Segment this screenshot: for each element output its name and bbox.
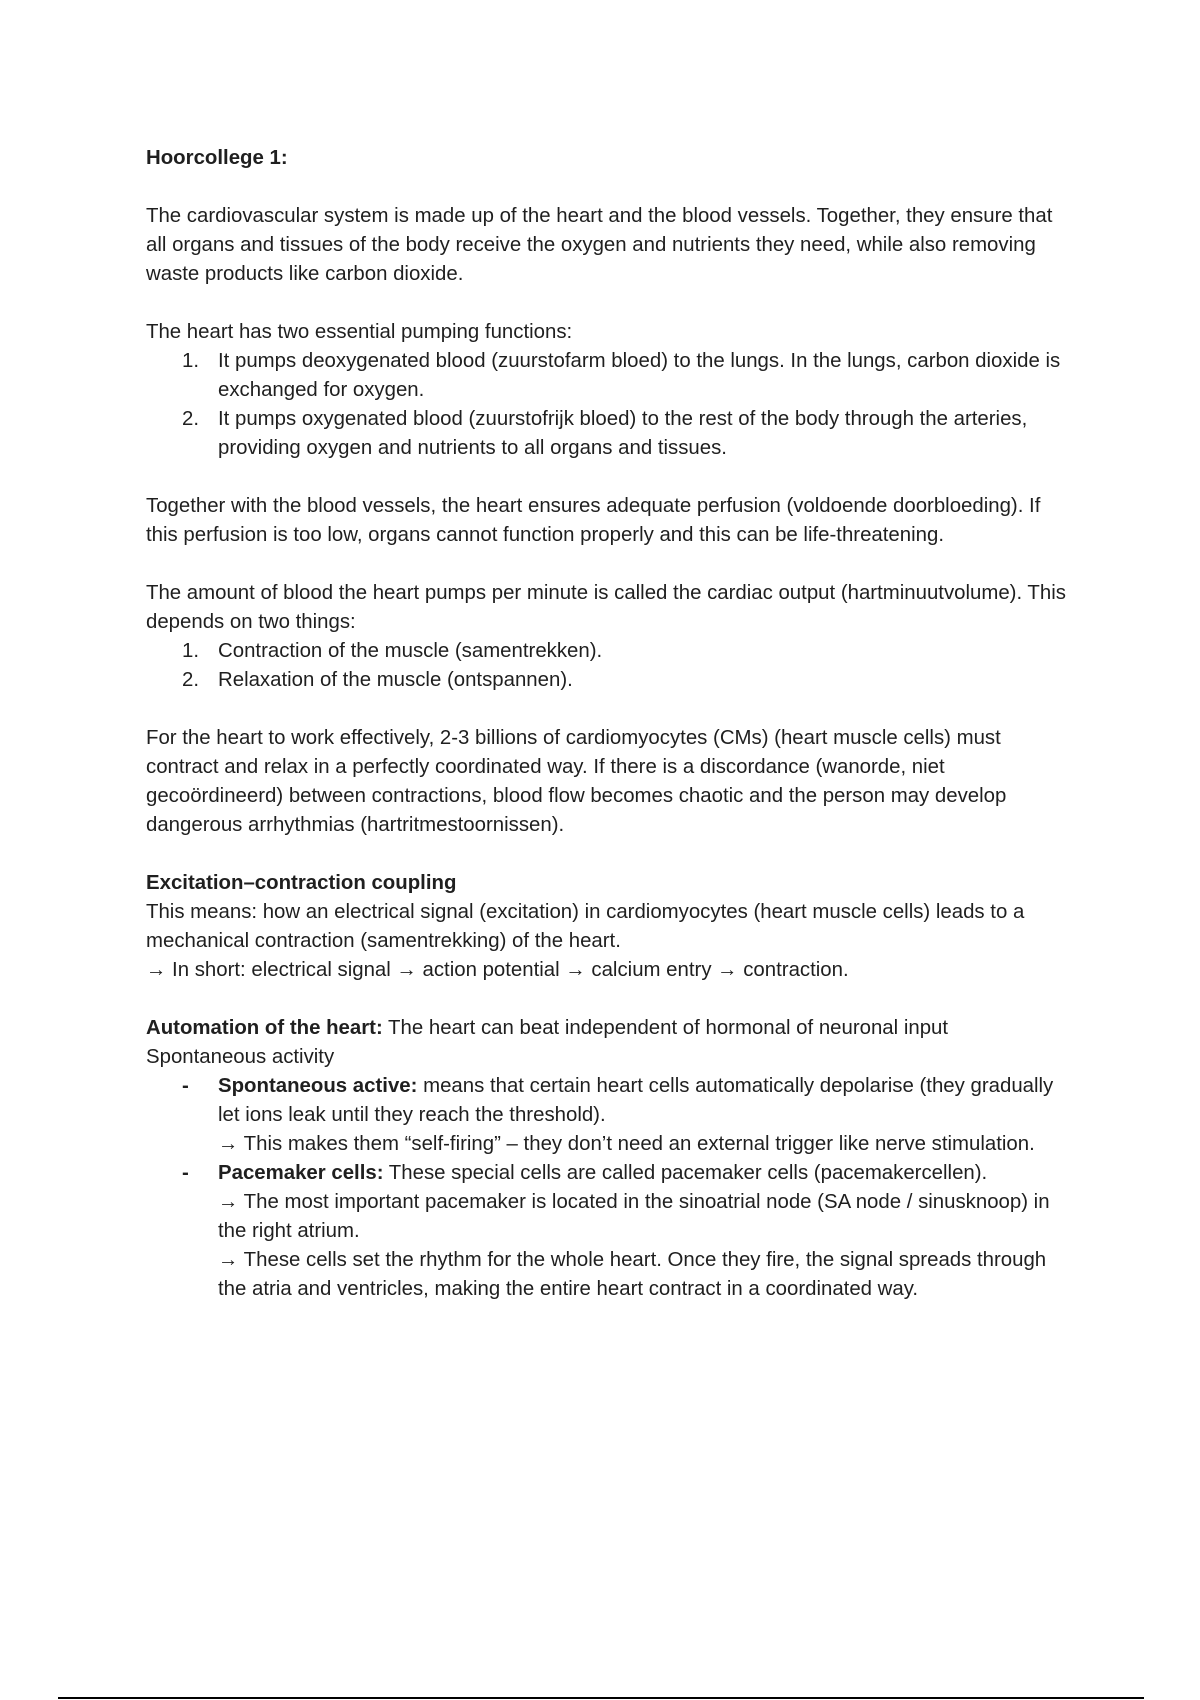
automation-heading-rest: The heart can beat independent of hormonal of neuronal input [382,1017,949,1039]
coordination-text: For the heart to work effectively, 2-3 billions of cardiomyocytes (CMs) (heart muscle cells) must contract and relax in a perfectly coordinated way. If there is a discordance (wanorde, niet gecoördineerd) between contractions, blood flow becomes chaotic and the person may develop dangerous arrhythmias (hartritmestoornissen). [146,727,1007,836]
automation-subline: Spontaneous activity [146,1046,335,1068]
list-item [146,666,1076,695]
bullet-line [218,1159,1076,1188]
list-item-text: Contraction of the muscle (samentrekken). [218,640,603,662]
bullet-note: → The most important pacemaker is located in the sinoatrial node (SA node / sinusknoop) in the right atrium. [218,1191,1050,1242]
list-item-text: It pumps deoxygenated blood (zuurstofarm bloed) to the lungs. In the lungs, carbon dioxide is exchanged for oxygen. [218,350,1061,401]
bullet-line [218,1072,1076,1130]
ecc-heading: Excitation–contraction coupling [146,872,457,894]
list-item [146,347,1076,405]
bullet-note: → This makes them “self-firing” – they don’t need an external trigger like nerve stimulation. [218,1133,1035,1155]
bullet-note: → These cells set the rhythm for the whole heart. Once they fire, the signal spreads through the atria and ventricles, making the entire heart contract in a coordinated way. [218,1249,1047,1300]
list-marker: - [182,1075,189,1097]
ecc-section [146,869,1076,985]
intro-paragraph [146,202,1076,289]
automation-heading: Automation of the heart: [146,1017,383,1039]
automation-section [146,1014,1076,1304]
bullet-text: These special cells are called pacemaker cells (pacemakercellen). [383,1162,988,1184]
document-page [146,144,1076,1333]
list-marker: 1. [182,640,200,662]
cardiac-output-section [146,579,1076,695]
list-item [146,1072,1076,1159]
bullet-term: Pacemaker cells: [218,1162,384,1184]
list-item [146,1159,1076,1304]
intro-text: The cardiovascular system is made up of the heart and the blood vessels. Together, they ensure that all organs and tissues of the body receive the oxygen and nutrients they need, while also removing waste products like carbon dioxide. [146,205,1053,285]
automation-list [146,1072,1076,1304]
list-item [146,637,1076,666]
coordination-paragraph [146,724,1076,840]
perfusion-paragraph [146,492,1076,550]
cardiac-output-list [146,637,1076,695]
ecc-body: This means: how an electrical signal (excitation) in cardiomyocytes (heart muscle cells) leads to a mechanical contraction (samentrekking) of the heart. [146,901,1025,952]
list-marker: - [182,1162,189,1184]
ecc-summary: → In short: electrical signal → action potential → calcium entry → contraction. [146,959,849,981]
cardiac-output-lead: The amount of blood the heart pumps per minute is called the cardiac output (hartminuutvolume). This depends on two things: [146,582,1066,633]
list-marker: 2. [182,408,200,430]
automation-heading-line [146,1014,1076,1043]
pumping-section [146,318,1076,463]
pumping-list [146,347,1076,463]
list-item [146,405,1076,463]
page-title: Hoorcollege 1: [146,147,288,169]
bottom-divider [58,1697,1144,1699]
list-marker: 1. [182,350,200,372]
bullet-text: means that certain heart cells automatically depolarise (they gradually let ions leak until they reach the threshold). [218,1075,1054,1126]
list-item-text: Relaxation of the muscle (ontspannen). [218,669,573,691]
bullet-term: Spontaneous active: [218,1075,418,1097]
list-marker: 2. [182,669,200,691]
perfusion-text: Together with the blood vessels, the heart ensures adequate perfusion (voldoende doorbloeding). If this perfusion is too low, organs cannot function properly and this can be life-threatening. [146,495,1041,546]
pumping-lead: The heart has two essential pumping functions: [146,321,573,343]
list-item-text: It pumps oxygenated blood (zuurstofrijk bloed) to the rest of the body through the arteries, providing oxygen and nutrients to all organs and tissues. [218,408,1028,459]
